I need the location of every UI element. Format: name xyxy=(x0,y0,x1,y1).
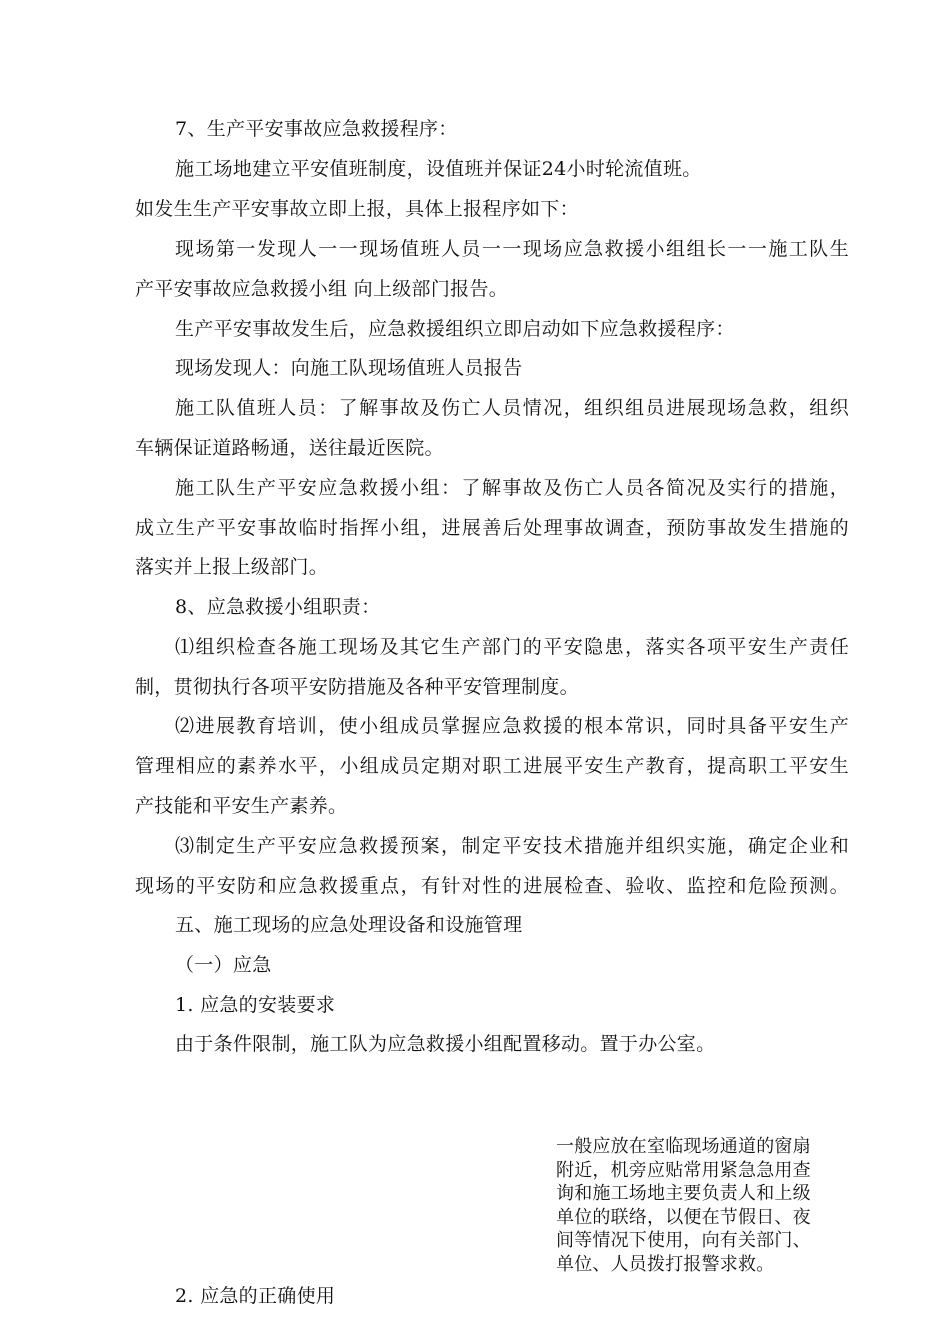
paragraph-line: 落实并上报上级部门。 xyxy=(135,556,329,578)
paragraph-line: 现场第一发现人一一现场值班人员一一现场应急救援小组组长一一施工队生 xyxy=(175,238,849,260)
paragraph-line: 成立生产平安事故临时指挥小组，进展善后处理事故调查，预防事故发生措施的 xyxy=(135,517,849,539)
paragraph-line: 生产平安事故发生后，应急救援组织立即启动如下应急救援程序： xyxy=(175,318,735,340)
paragraph-line: 施工队值班人员：了解事故及伤亡人员情况，组织组员进展现场急救，组织 xyxy=(175,397,849,419)
paragraph-line: 现场的平安防和应急救援重点，有针对性的进展检查、验收、监控和危险预测。 xyxy=(135,875,849,897)
paragraph-line: 施工场地建立平安值班制度，设值班并保证24小时轮流值班。 xyxy=(175,158,702,180)
subsection-heading: （一）应急 xyxy=(175,954,272,976)
paragraph-line: 管理相应的素养水平，小组成员定期对职工进展平安生产教育，提高职工平安生 xyxy=(135,755,849,777)
paragraph-line: ⑴组织检查各施工现场及其它生产部门的平安隐患，落实各项平安生产责任 xyxy=(175,636,849,658)
paragraph-line: 制，贯彻执行各项平安防措施及各种平安管理制度。 xyxy=(135,676,579,698)
paragraph-line: 产技能和平安生产素养。 xyxy=(135,795,348,817)
section-heading-8: 8、应急救援小组职责： xyxy=(175,596,381,618)
section-heading-5: 五、施工现场的应急处理设备和设施管理 xyxy=(175,914,523,936)
section-heading-7: 7、生产平安事故应急救援程序： xyxy=(175,118,458,140)
paragraph-line: 车辆保证道路畅通，送往最近医院。 xyxy=(135,437,444,459)
side-note-line: 间等情况下使用，向有关部门、 xyxy=(556,1230,811,1251)
paragraph-line: 产平安事故应急救援小组 向上级部门报告。 xyxy=(135,278,509,300)
side-note-line: 一般应放在室临现场通道的窗扇 xyxy=(556,1136,811,1157)
paragraph-line: ⑶制定生产平安应急救援预案，制定平安技术措施并组织实施，确定企业和 xyxy=(175,835,849,857)
side-note-line: 单位的联络，以便在节假日、夜 xyxy=(556,1206,811,1228)
paragraph-line: 由于条件限制，施工队为应急救援小组配置移动。置于办公室。 xyxy=(175,1033,716,1055)
side-note-line: 附近，机旁应贴常用紧急急用查 xyxy=(556,1159,811,1181)
paragraph-line: 施工队生产平安应急救援小组：了解事故及伤亡人员各简况及实行的措施， xyxy=(175,477,849,499)
side-note-line: 询和施工场地主要负责人和上级 xyxy=(556,1183,811,1204)
item-heading: 2. 应急的正确使用 xyxy=(175,1285,336,1307)
paragraph-line: 如发生生产平安事故立即上报，具体上报程序如下： xyxy=(135,198,579,220)
paragraph-line: ⑵进展教育培训，使小组成员掌握应急救援的根本常识，同时具备平安生产 xyxy=(175,715,849,737)
side-note xyxy=(556,1135,846,1276)
item-heading: 1. 应急的安装要求 xyxy=(175,994,336,1016)
paragraph-line: 现场发现人：向施工队现场值班人员报告 xyxy=(175,357,523,379)
side-note-line: 单位、人员拨打报警求救。 xyxy=(556,1253,775,1275)
